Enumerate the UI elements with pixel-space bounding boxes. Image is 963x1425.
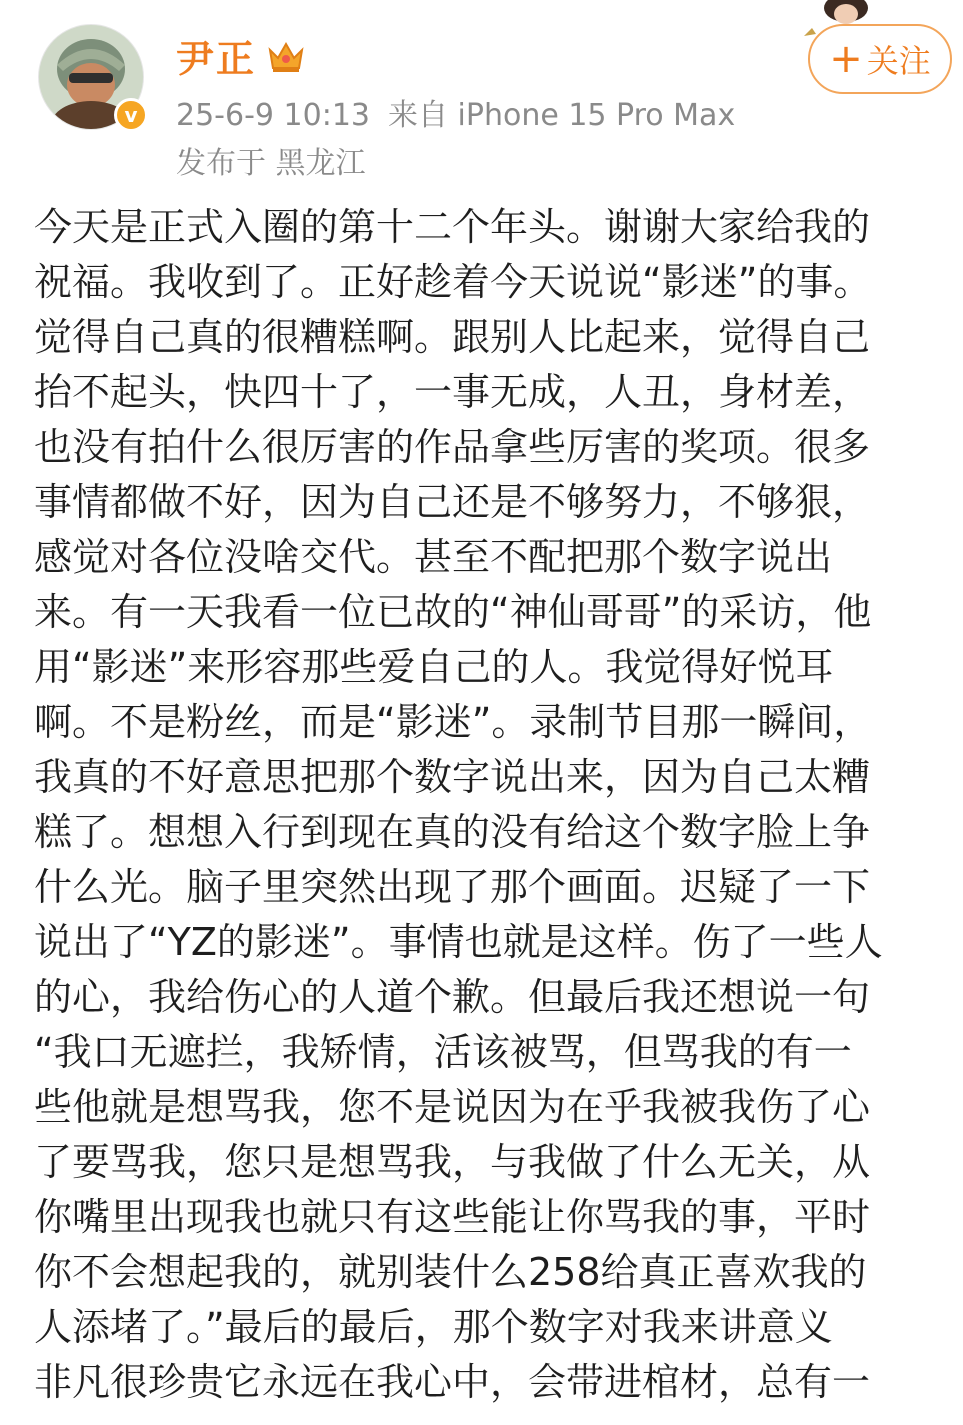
post-text-line: 些他就是想骂我，您不是说因为在乎我被我伤了心 (34, 1085, 871, 1129)
post-text-line: 人添堵了。”最后的最后，那个数字对我来讲意义 (34, 1305, 833, 1349)
plus-icon: + (829, 36, 863, 82)
post-text-line: 祝福。我收到了。正好趁着今天说说“影迷”的事。 (34, 260, 872, 304)
post-text-line: 也没有拍什么很厉害的作品拿些厉害的奖项。很多 (34, 425, 871, 469)
post-text-line: 觉得自己真的很糟糕啊。跟别人比起来，觉得自己 (34, 315, 871, 359)
follow-button[interactable] (808, 24, 952, 94)
post-source: 来自 iPhone 15 Pro Max (388, 98, 736, 133)
post-text-line: 今天是正式入圈的第十二个年头。谢谢大家给我的 (34, 205, 871, 249)
crown-icon (266, 38, 306, 74)
post-text-line: 事情都做不好，因为自己还是不够努力，不够狠， (34, 480, 871, 524)
verified-v-icon: v (114, 98, 148, 132)
post-text-line: “我口无遮拦，我矫情，活该被骂，但骂我的有一 (34, 1030, 852, 1074)
post-meta (176, 90, 735, 134)
post-text-line: 你嘴里出现我也就只有这些能让你骂我的事，平时 (34, 1195, 871, 1239)
post-text-line: 说出了“YZ的影迷”。事情也就是这样。伤了一些人 (34, 920, 883, 964)
post-text-line: 感觉对各位没啥交代。甚至不配把那个数字说出 (34, 535, 833, 579)
post-text-line: 了要骂我，您只是想骂我，与我做了什么无关，从 (34, 1140, 871, 1184)
post-body (34, 200, 939, 1410)
post-text-line: 用“影迷”来形容那些爱自己的人。我觉得好悦耳 (34, 645, 834, 689)
post-header (0, 0, 963, 190)
post-text-line: 非凡很珍贵它永远在我心中，会带进棺材，总有一 (34, 1360, 871, 1404)
author-name[interactable]: 尹正 (176, 37, 257, 81)
post-text-line: 我真的不好意思把那个数字说出来，因为自己太糟 (34, 755, 871, 799)
post-text-line: 的心，我给伤心的人道个歉。但最后我还想说一句 (34, 975, 871, 1019)
post-text-line: 啊。不是粉丝，而是“影迷”。录制节目那一瞬间， (34, 700, 872, 744)
post-text-line: 什么光。脑子里突然出现了那个画面。迟疑了一下 (34, 865, 871, 909)
post-location: 发布于 黑龙江 (176, 146, 366, 181)
post-text-line: 糕了。想想入行到现在真的没有给这个数字脸上争 (34, 810, 871, 854)
follow-button-label: 关注 (866, 42, 931, 80)
avatar[interactable] (38, 24, 148, 134)
post-datetime: 25-6-9 10:13 (176, 98, 370, 133)
author-row (176, 28, 306, 83)
post-text-line: 你不会想起我的，就别装什么258给真正喜欢我的 (34, 1250, 867, 1294)
post-text-line: 抬不起头，快四十了，一事无成，人丑，身材差， (34, 370, 871, 414)
post-text-line: 来。有一天我看一位已故的“神仙哥哥”的采访，他 (34, 590, 872, 634)
